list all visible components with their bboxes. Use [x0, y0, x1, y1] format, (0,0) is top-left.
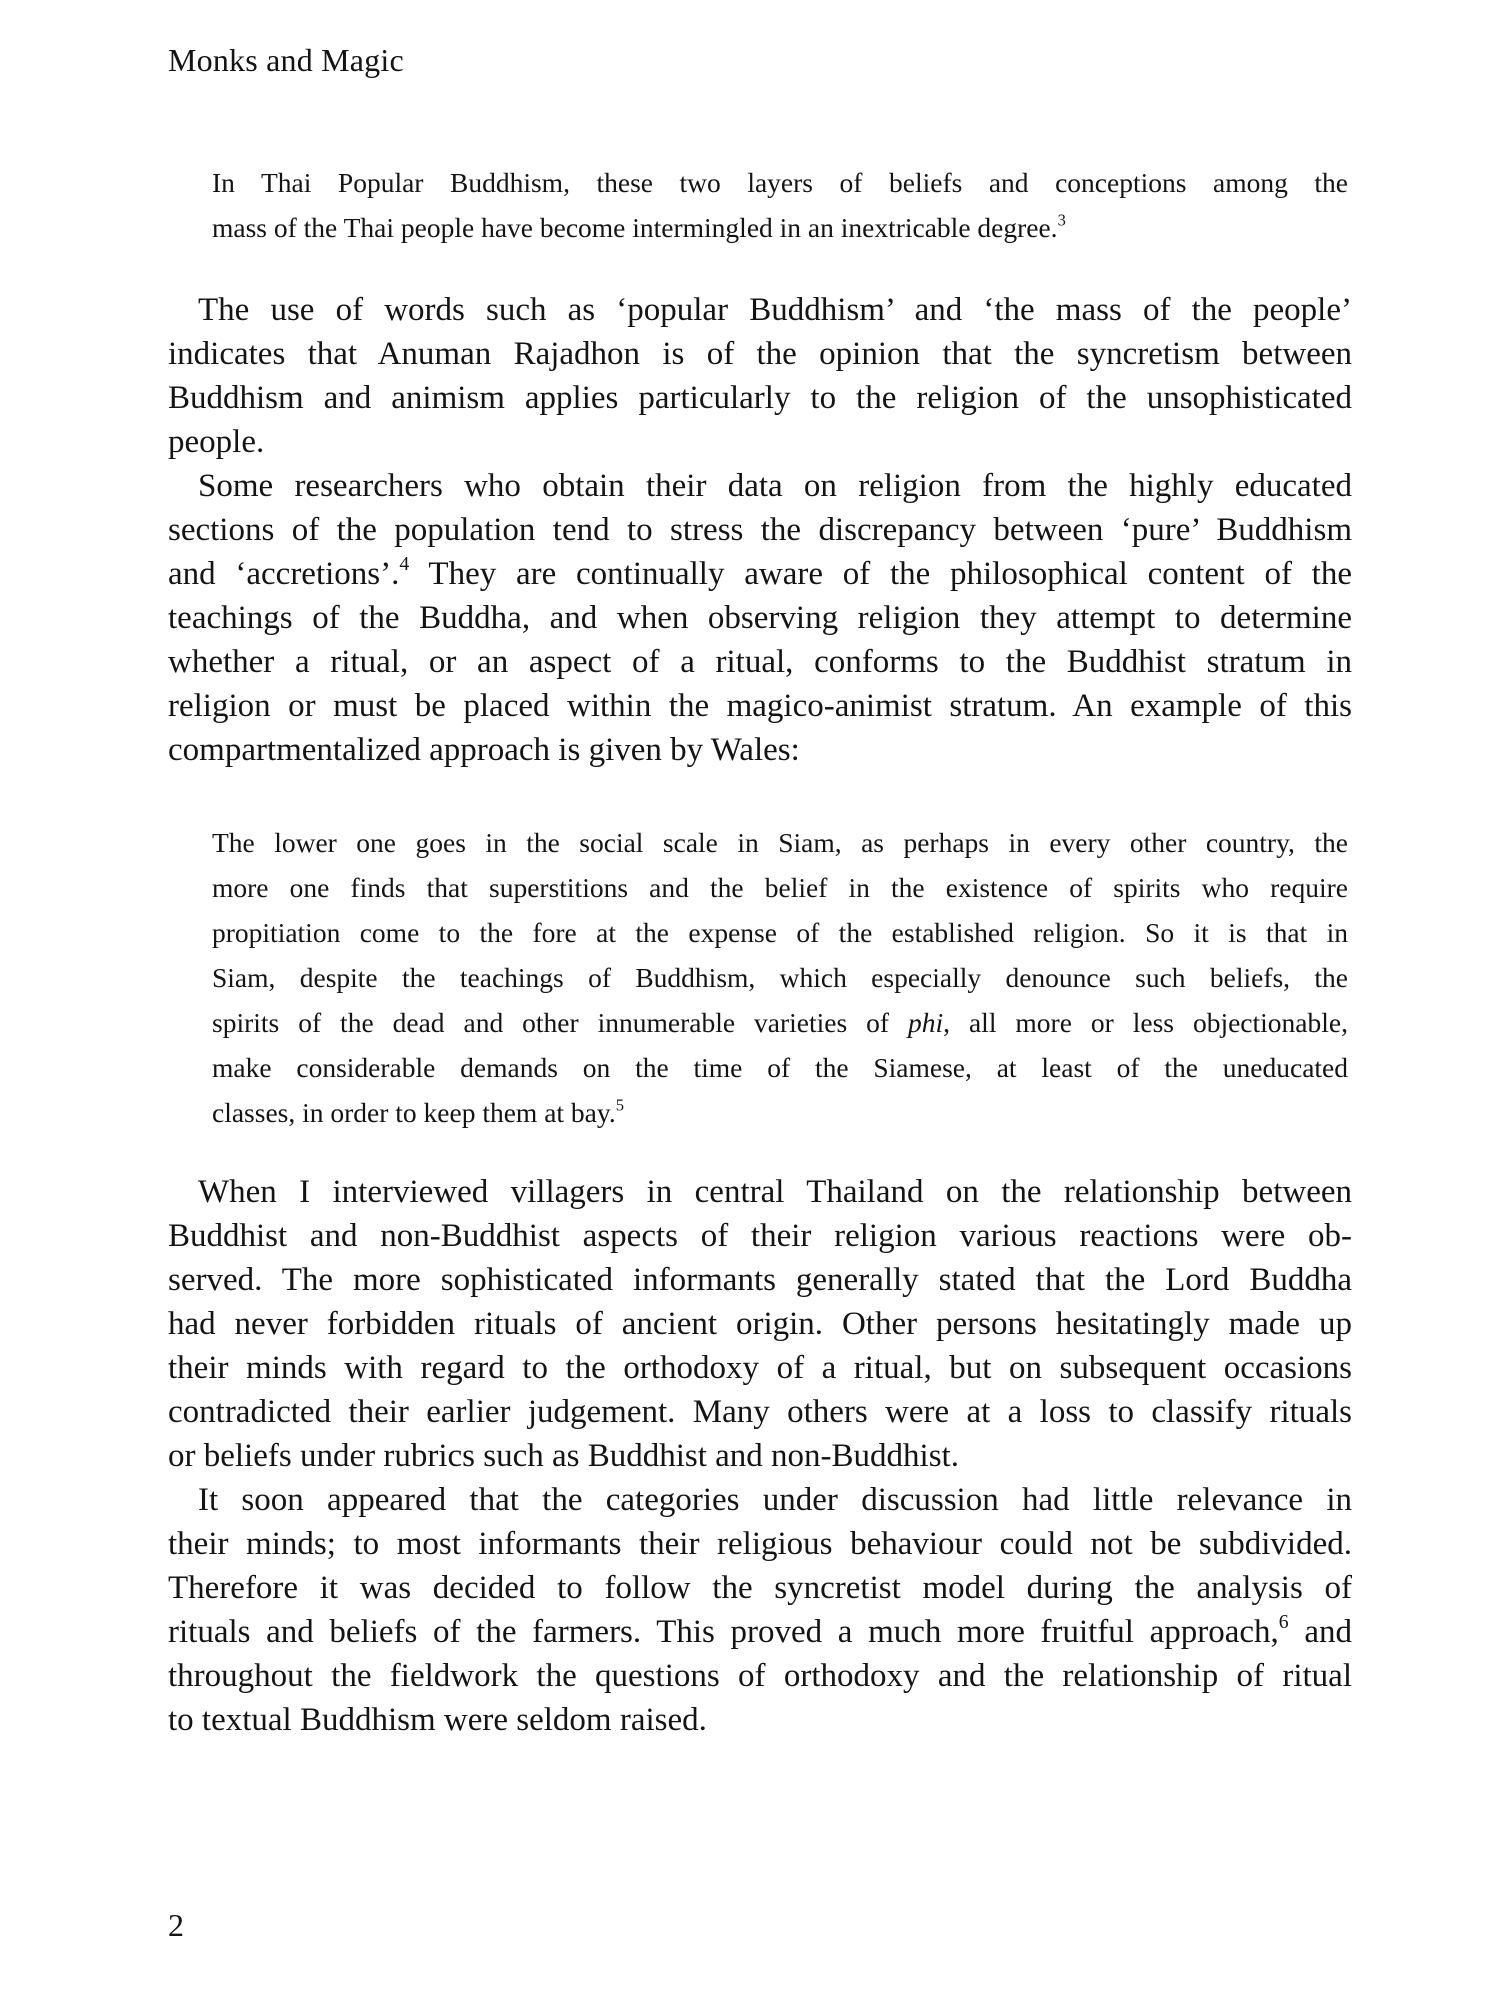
running-head: Monks and Magic — [168, 42, 404, 78]
italic-term-phi: phi — [908, 1007, 944, 1038]
text-line: served. The more sophisticated informants generally stated that the Lord Buddha — [168, 1262, 1352, 1298]
text-line: The use of words such as ‘popular Buddhism’ and ‘the mass of the people’ — [198, 292, 1352, 328]
text-line: whether a ritual, or an aspect of a ritual, conforms to the Buddhist stratum in — [168, 644, 1352, 680]
text-line: throughout the fieldwork the questions of orthodoxy and the relationship of ritual — [168, 1658, 1352, 1694]
text-line: to textual Buddhism were seldom raised. — [168, 1702, 707, 1738]
quote-line: In Thai Popular Buddhism, these two layers of beliefs and conceptions among the — [212, 167, 1348, 198]
paragraph-interviews — [168, 1170, 1352, 1478]
quote-line: spirits of the dead and other innumerable varieties of phi, all more or less objectionable, — [212, 1007, 1348, 1038]
page-number: 2 — [168, 1907, 184, 1943]
quote-line: mass of the Thai people have become intermingled in an inextricable degree.$^3$ — [212, 210, 1066, 243]
quote-line: propitiation come to the fore at the expense of the established religion. So it is that in — [212, 917, 1348, 948]
quote-line: classes, in order to keep them at bay.$^5$ — [212, 1095, 624, 1128]
text-line: and ‘accretions’.$^4$ They are continually aware of the philosophical content of the — [168, 553, 1352, 592]
block-quote-anuman-rajadhon — [212, 160, 1348, 250]
footnote-ref[interactable]: 3 — [1057, 210, 1066, 230]
text-line: or beliefs under rubrics such as Buddhist and non-Buddhist. — [168, 1438, 959, 1474]
footnote-ref[interactable]: 5 — [615, 1095, 624, 1115]
text-line: their minds; to most informants their religious behaviour could not be subdivided. — [168, 1526, 1352, 1562]
paragraph-researchers — [168, 464, 1352, 772]
quote-line: Siam, despite the teachings of Buddhism, which especially denounce such beliefs, the — [212, 962, 1348, 993]
text-line: rituals and beliefs of the farmers. This proved a much more fruitful approach,$^6$ and — [168, 1611, 1352, 1650]
paragraph-popular-buddhism — [168, 288, 1352, 464]
text-line: Buddhism and animism applies particularly to the religion of the unsophisticated — [168, 380, 1352, 416]
text-line: compartmentalized approach is given by Wales: — [168, 732, 800, 768]
text-line: people. — [168, 424, 265, 460]
text-line: sections of the population tend to stress the discrepancy between ‘pure’ Buddhism — [168, 512, 1352, 548]
text-line: their minds with regard to the orthodoxy of a ritual, but on subsequent occasions — [168, 1350, 1352, 1386]
quote-line: The lower one goes in the social scale in Siam, as perhaps in every other country, the — [212, 827, 1348, 858]
text-line: When I interviewed villagers in central Thailand on the relationship between — [198, 1174, 1352, 1210]
text-line: Buddhist and non-Buddhist aspects of their religion various reactions were ob- — [168, 1218, 1352, 1254]
quote-line: more one finds that superstitions and the belief in the existence of spirits who require — [212, 872, 1348, 903]
footnote-ref[interactable]: 4 — [399, 553, 410, 576]
text-line: indicates that Anuman Rajadhon is of the opinion that the syncretism between — [168, 336, 1352, 372]
block-quote-wales — [212, 820, 1348, 1135]
quote-line: make considerable demands on the time of the Siamese, at least of the uneducated — [212, 1052, 1348, 1083]
text-line: had never forbidden rituals of ancient origin. Other persons hesitatingly made up — [168, 1306, 1352, 1342]
text-line: teachings of the Buddha, and when observing religion they attempt to determine — [168, 600, 1352, 636]
text-line: religion or must be placed within the magico-animist stratum. An example of this — [168, 688, 1352, 724]
text-line: contradicted their earlier judgement. Many others were at a loss to classify rituals — [168, 1394, 1352, 1430]
text-line: Some researchers who obtain their data on religion from the highly educated — [198, 468, 1352, 504]
text-line: Therefore it was decided to follow the syncretist model during the analysis of — [168, 1570, 1352, 1606]
paragraph-syncretist-model — [168, 1478, 1352, 1742]
text-line: It soon appeared that the categories under discussion had little relevance in — [198, 1482, 1352, 1518]
footnote-ref[interactable]: 6 — [1278, 1611, 1289, 1634]
